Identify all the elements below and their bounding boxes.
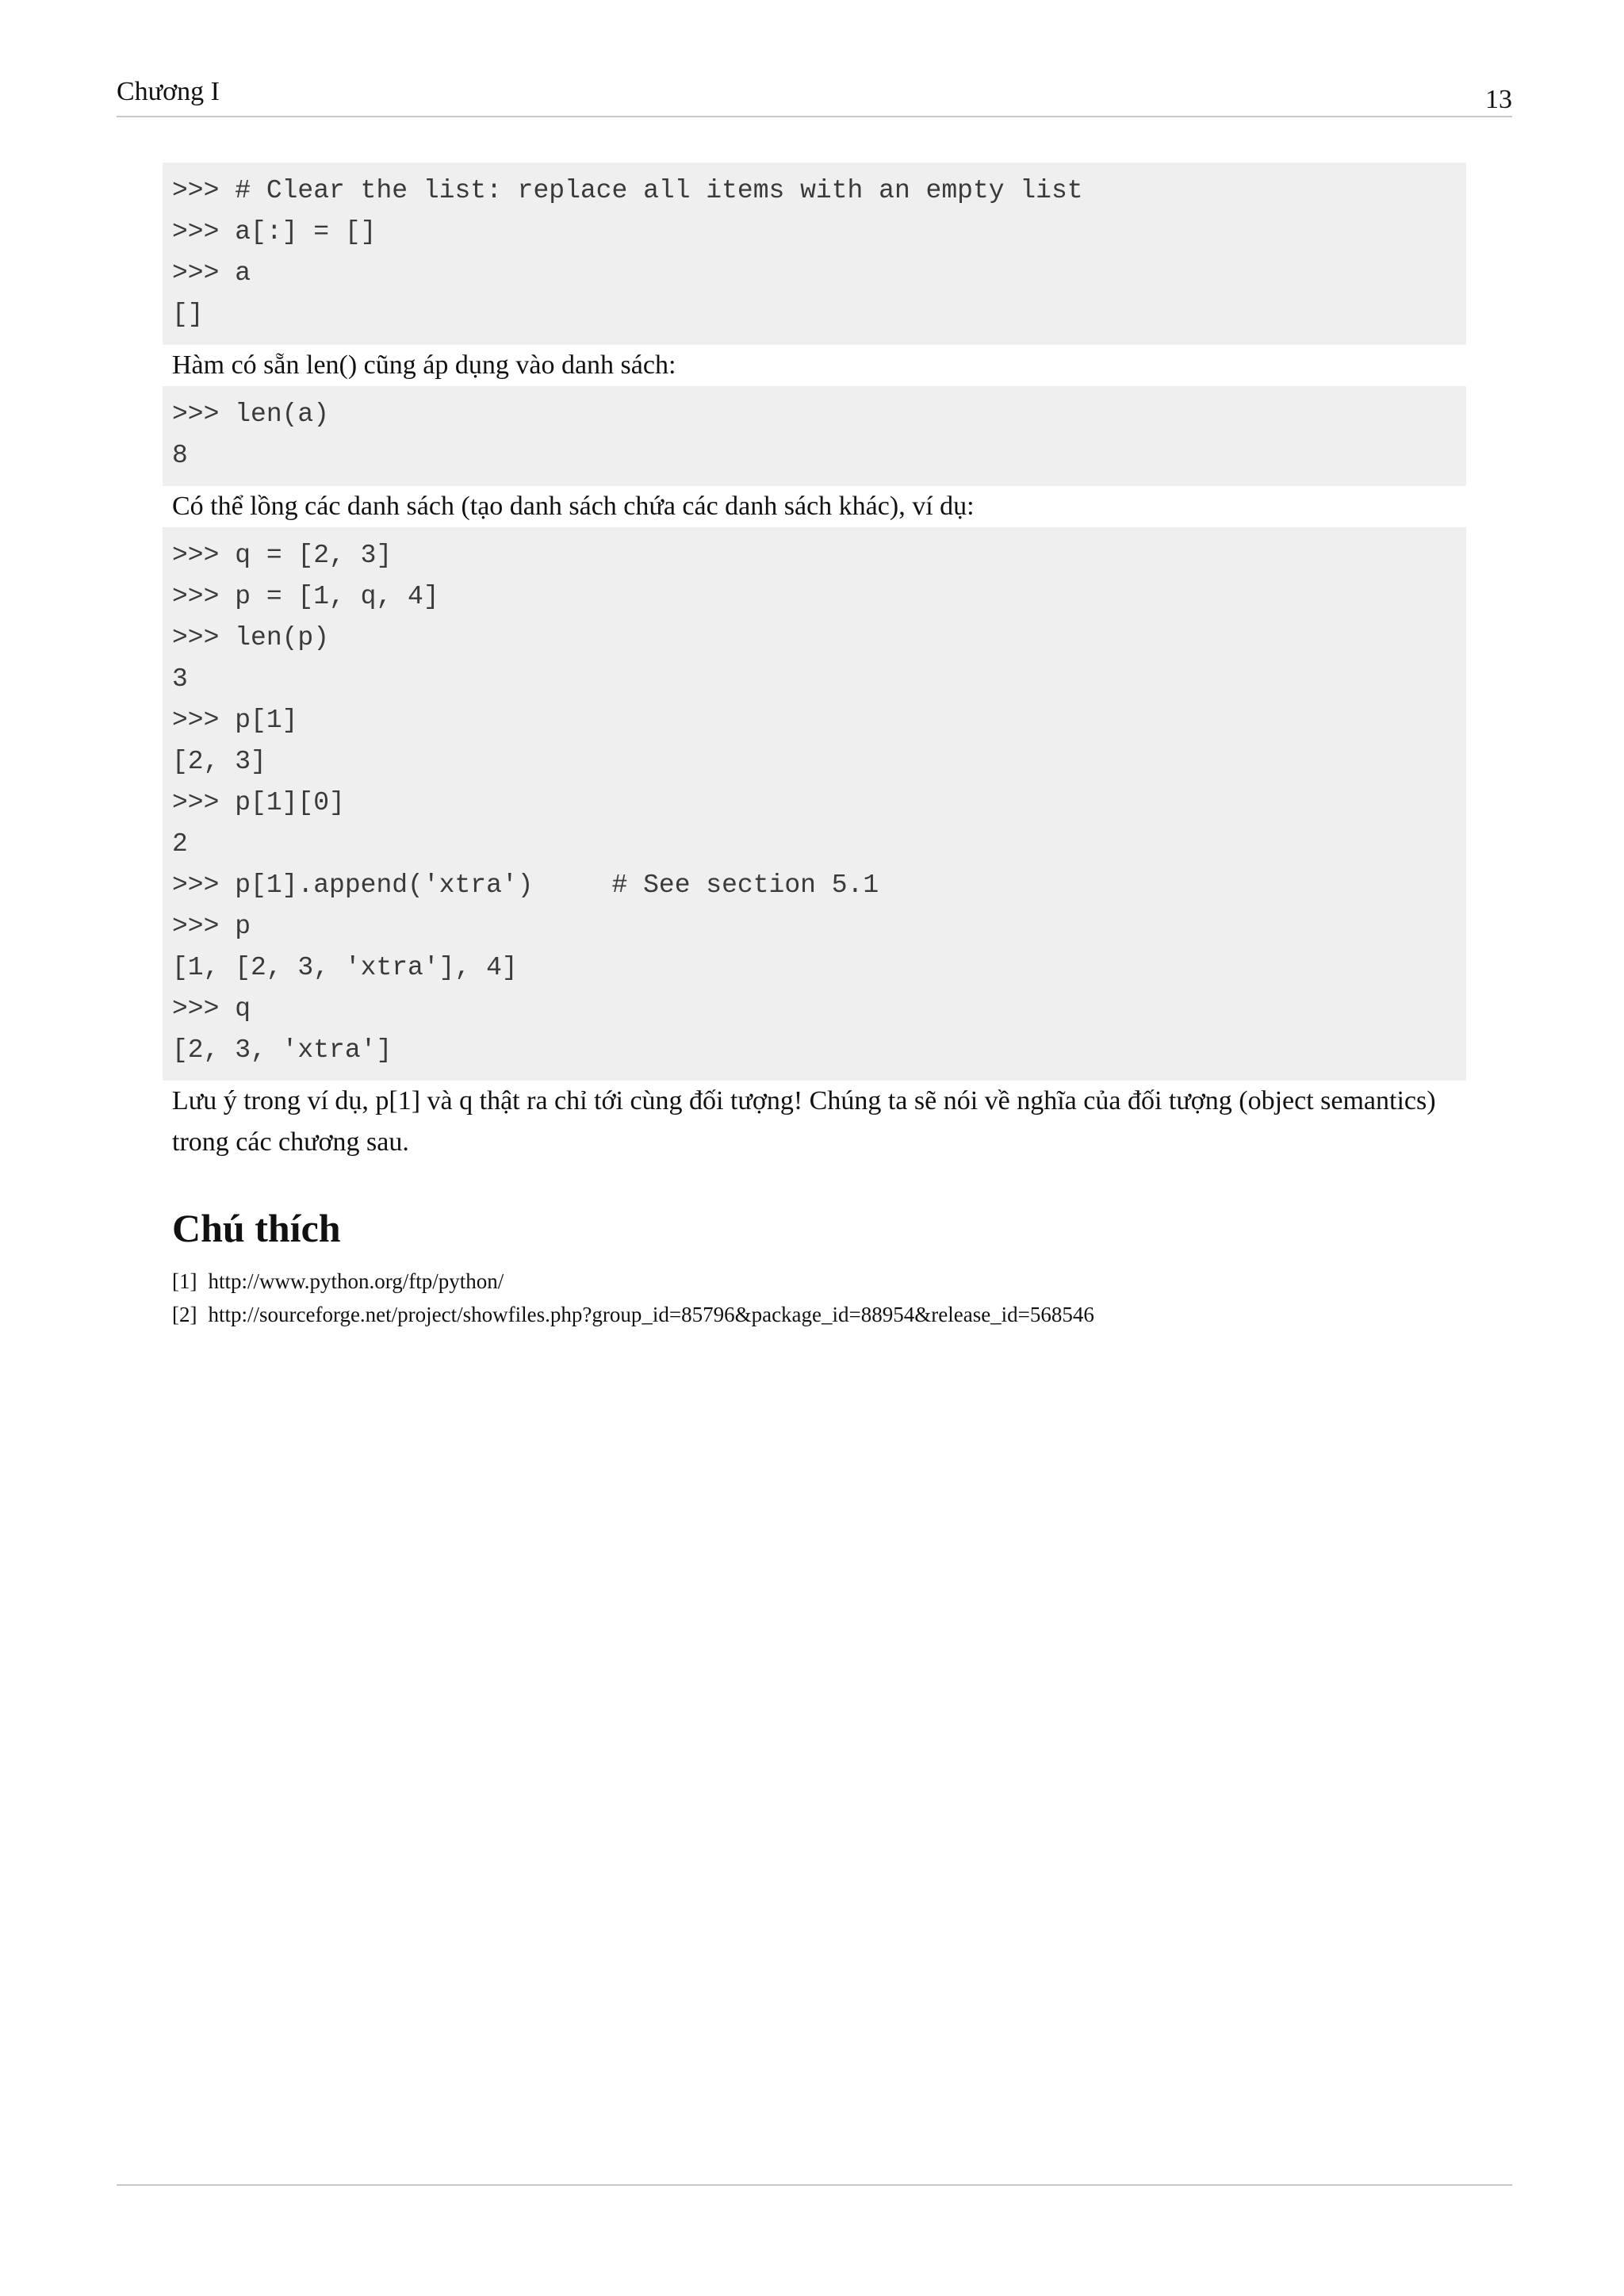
code-line: >>> # Clear the list: replace all items with an empty list: [172, 176, 1083, 205]
reference-number: [2]: [172, 1303, 197, 1326]
code-line: >>> len(p): [172, 623, 330, 652]
code-line: 3: [172, 664, 188, 694]
paragraph-len: Hàm có sẵn len() cũng áp dụng vào danh sách:: [172, 350, 676, 380]
code-line: [2, 3, 'xtra']: [172, 1035, 393, 1065]
main-content: [163, 163, 1466, 1331]
reference-number: [1]: [172, 1269, 197, 1293]
code-line: >>> p[1].append('xtra') # See section 5.1: [172, 871, 879, 900]
code-line: 2: [172, 829, 188, 859]
code-line: >>> p: [172, 912, 251, 941]
code-line: [2, 3]: [172, 747, 266, 776]
paragraph-nested-lists: Có thể lồng các danh sách (tạo danh sách chứa các danh sách khác), ví dụ:: [172, 492, 975, 521]
code-block-len: [163, 386, 1466, 486]
code-line: 8: [172, 441, 188, 470]
code-line: >>> p[1][0]: [172, 788, 345, 817]
code-line: >>> p = [1, q, 4]: [172, 582, 439, 611]
reference-item: [172, 1298, 1457, 1331]
code-line: []: [172, 300, 204, 329]
code-line: >>> a[:] = []: [172, 217, 377, 247]
code-block-nested-lists: [163, 527, 1466, 1081]
references-list: [163, 1265, 1466, 1331]
code-line: >>> a: [172, 258, 251, 288]
reference-item: [172, 1265, 1457, 1298]
code-block-clear-list: [163, 163, 1466, 345]
code-line: [1, [2, 3, 'xtra'], 4]: [172, 953, 518, 982]
code-line: >>> q = [2, 3]: [172, 541, 393, 570]
code-line: >>> len(a): [172, 400, 330, 429]
reference-link[interactable]: http://sourceforge.net/project/showfiles.php?group_id=85796&package_id=88954&release_id=568546: [208, 1303, 1094, 1326]
paragraph-object-semantics: Lưu ý trong ví dụ, p[1] và q thật ra chỉ tới cùng đối tượng! Chúng ta sẽ nói về nghĩa của đối tượng (object semantics) trong các chương sau.: [172, 1086, 1436, 1157]
chapter-title: Chương I: [117, 77, 220, 106]
page-header: [117, 76, 1512, 117]
code-line: >>> p[1]: [172, 706, 298, 735]
code-line: >>> q: [172, 994, 251, 1024]
notes-heading: Chú thích: [172, 1206, 341, 1250]
page-number: 13: [1485, 85, 1512, 114]
reference-link[interactable]: http://www.python.org/ftp/python/: [208, 1269, 504, 1293]
footer-divider: [117, 2184, 1512, 2186]
